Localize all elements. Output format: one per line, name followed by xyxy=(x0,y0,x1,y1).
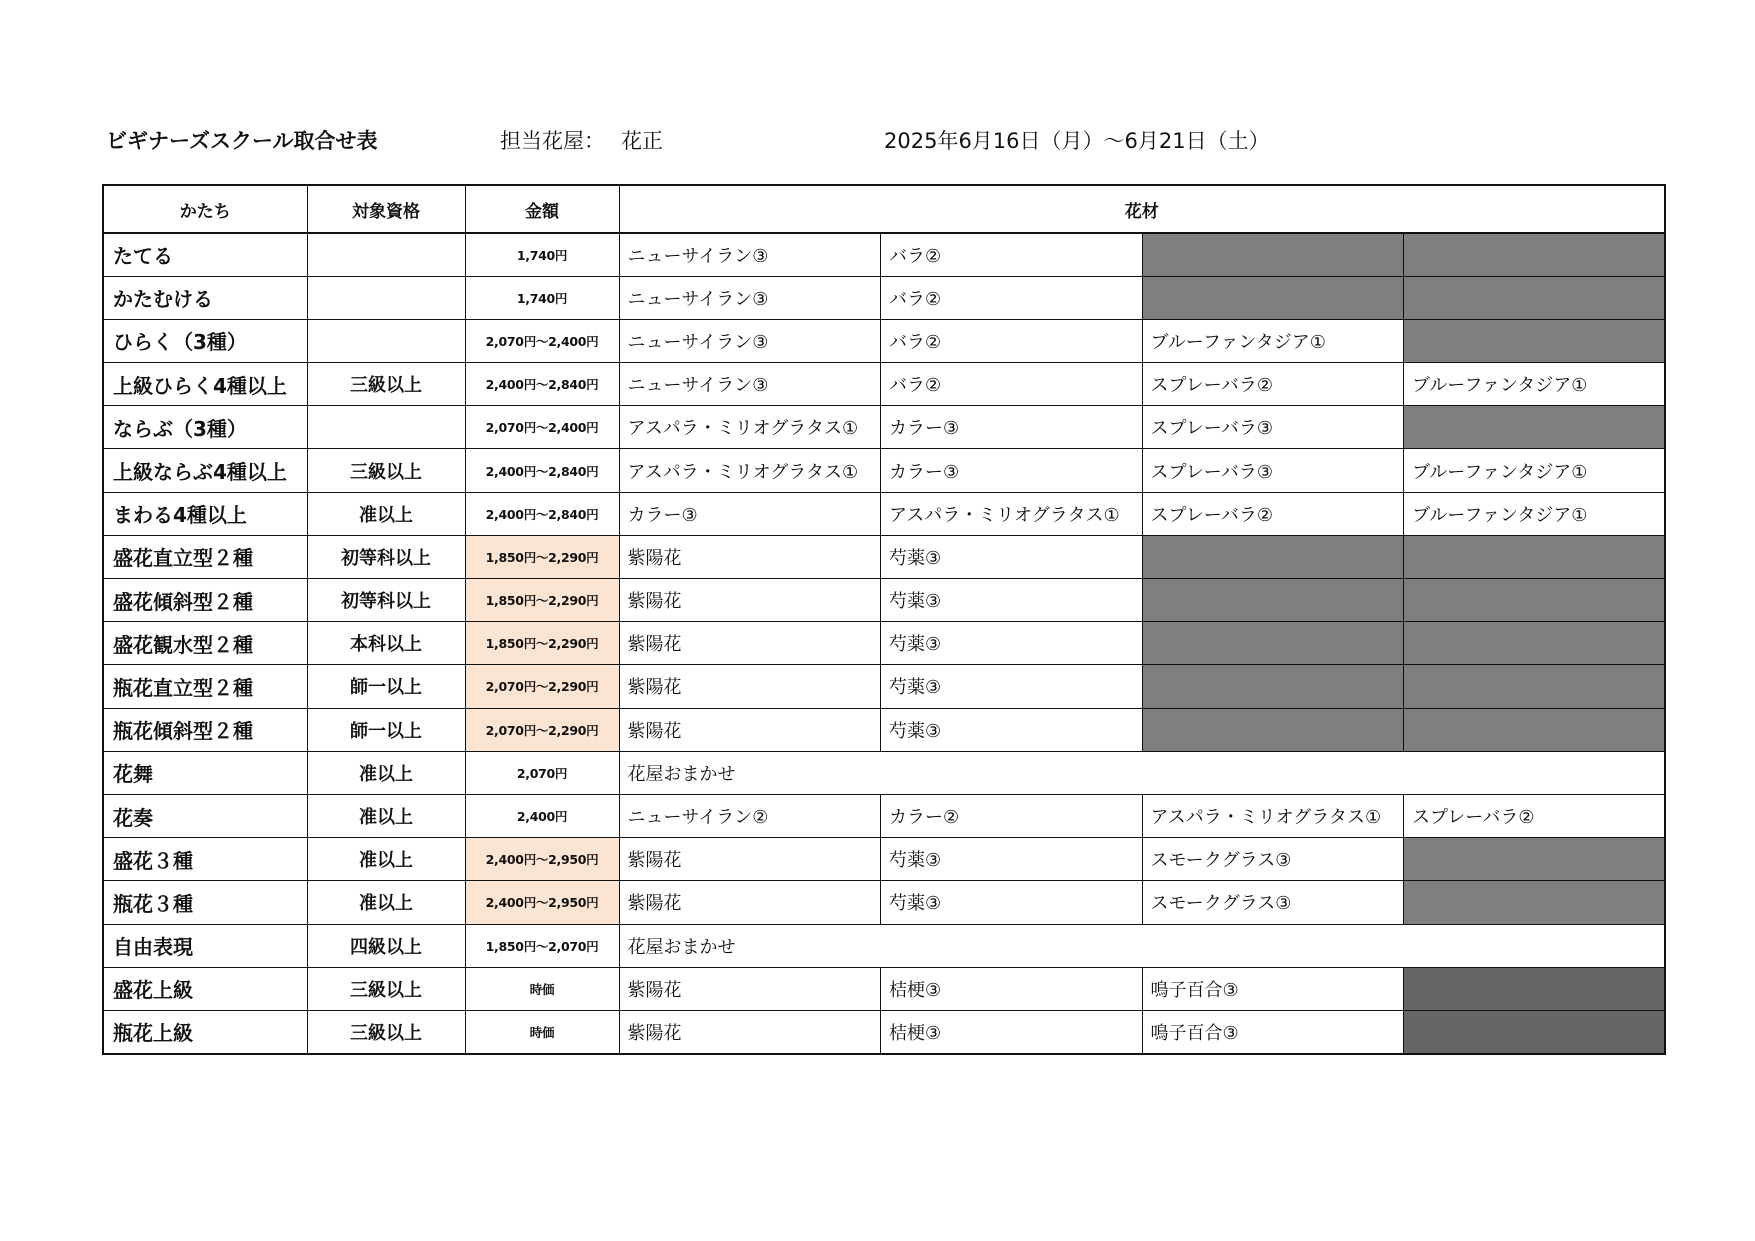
qualification-cell: 准以上 xyxy=(307,794,465,837)
price-cell: 1,850円〜2,070円 xyxy=(465,924,619,967)
flower-cell: アスパラ・ミリオグラタス① xyxy=(881,492,1143,535)
qualification-cell xyxy=(307,319,465,362)
flower-cell: ブルーファンタジア① xyxy=(1404,363,1666,406)
flower-cell: スプレーバラ② xyxy=(1142,363,1404,406)
price-cell: 2,400円〜2,840円 xyxy=(465,492,619,535)
flower-cell: スプレーバラ② xyxy=(1404,794,1666,837)
column-header-qualification: 対象資格 xyxy=(307,185,465,233)
flower-cell: 芍薬③ xyxy=(881,708,1143,751)
qualification-cell: 初等科以上 xyxy=(307,535,465,578)
flower-cell: バラ② xyxy=(881,276,1143,319)
shop-name: 花正 xyxy=(621,129,663,153)
flower-cell: アスパラ・ミリオグラタス① xyxy=(1142,794,1404,837)
empty-shaded-cell xyxy=(1142,579,1404,622)
shape-cell: たてる xyxy=(103,233,307,276)
flower-cell: 紫陽花 xyxy=(619,579,881,622)
empty-shaded-cell xyxy=(1404,967,1666,1010)
flower-cell: ブルーファンタジア① xyxy=(1404,492,1666,535)
qualification-cell: 准以上 xyxy=(307,838,465,881)
column-header-flowers: 花材 xyxy=(619,185,1665,233)
shape-cell: 瓶花３種 xyxy=(103,881,307,924)
shape-cell: まわる4種以上 xyxy=(103,492,307,535)
flower-cell: スモークグラス③ xyxy=(1142,881,1404,924)
qualification-cell: 三級以上 xyxy=(307,967,465,1010)
qualification-cell: 三級以上 xyxy=(307,1010,465,1053)
flower-cell: 芍薬③ xyxy=(881,838,1143,881)
flower-cell: 芍薬③ xyxy=(881,622,1143,665)
price-cell: 2,070円〜2,290円 xyxy=(465,708,619,751)
flower-cell: 花屋おまかせ xyxy=(619,924,1665,967)
document-title: ビギナーズスクール取合せ表 xyxy=(106,129,378,153)
shape-cell: 花奏 xyxy=(103,794,307,837)
table-row xyxy=(103,363,1665,406)
shape-cell: 自由表現 xyxy=(103,924,307,967)
price-cell: 2,070円〜2,400円 xyxy=(465,406,619,449)
flower-cell: 花屋おまかせ xyxy=(619,751,1665,794)
column-header-price: 金額 xyxy=(465,185,619,233)
shape-cell: 上級ひらく4種以上 xyxy=(103,363,307,406)
flower-cell: 紫陽花 xyxy=(619,881,881,924)
flower-cell: スモークグラス③ xyxy=(1142,838,1404,881)
empty-shaded-cell xyxy=(1142,708,1404,751)
qualification-cell: 三級以上 xyxy=(307,363,465,406)
shape-cell: 盛花傾斜型２種 xyxy=(103,579,307,622)
price-cell: 2,400円〜2,950円 xyxy=(465,881,619,924)
flower-cell: スプレーバラ② xyxy=(1142,492,1404,535)
flower-cell: 芍薬③ xyxy=(881,535,1143,578)
flower-cell: 紫陽花 xyxy=(619,1010,881,1053)
flower-cell: 桔梗③ xyxy=(881,1010,1143,1053)
price-cell: 1,850円〜2,290円 xyxy=(465,622,619,665)
price-cell: 2,400円〜2,840円 xyxy=(465,449,619,492)
table-row xyxy=(103,967,1665,1010)
shape-cell: 盛花上級 xyxy=(103,967,307,1010)
flower-cell: アスパラ・ミリオグラタス① xyxy=(619,406,881,449)
empty-shaded-cell xyxy=(1404,319,1666,362)
flower-cell: バラ② xyxy=(881,319,1143,362)
price-cell: 時価 xyxy=(465,1010,619,1053)
empty-shaded-cell xyxy=(1404,535,1666,578)
shape-cell: 盛花３種 xyxy=(103,838,307,881)
date-range: 2025年6月16日（月）〜6月21日（土） xyxy=(884,129,1270,153)
flower-cell: ブルーファンタジア① xyxy=(1142,319,1404,362)
flower-cell: ニューサイラン③ xyxy=(619,319,881,362)
shape-cell: 盛花直立型２種 xyxy=(103,535,307,578)
table-row xyxy=(103,924,1665,967)
price-cell: 1,850円〜2,290円 xyxy=(465,535,619,578)
table-header-row xyxy=(103,185,1665,233)
empty-shaded-cell xyxy=(1142,233,1404,276)
flower-cell: 紫陽花 xyxy=(619,665,881,708)
table-row xyxy=(103,276,1665,319)
empty-shaded-cell xyxy=(1404,579,1666,622)
flower-cell: 鳴子百合③ xyxy=(1142,967,1404,1010)
table-row xyxy=(103,492,1665,535)
empty-shaded-cell xyxy=(1142,276,1404,319)
flower-cell: バラ② xyxy=(881,363,1143,406)
price-cell: 時価 xyxy=(465,967,619,1010)
table-row xyxy=(103,665,1665,708)
qualification-cell: 本科以上 xyxy=(307,622,465,665)
flower-cell: 紫陽花 xyxy=(619,967,881,1010)
empty-shaded-cell xyxy=(1404,708,1666,751)
flower-cell: ニューサイラン② xyxy=(619,794,881,837)
flower-cell: カラー③ xyxy=(619,492,881,535)
flower-cell: 芍薬③ xyxy=(881,579,1143,622)
table-row xyxy=(103,579,1665,622)
table-row xyxy=(103,449,1665,492)
flower-cell: ニューサイラン③ xyxy=(619,276,881,319)
table-body xyxy=(103,233,1665,1054)
qualification-cell: 師一以上 xyxy=(307,665,465,708)
empty-shaded-cell xyxy=(1404,622,1666,665)
shop-label: 担当花屋： xyxy=(500,129,605,153)
flower-cell: アスパラ・ミリオグラタス① xyxy=(619,449,881,492)
shape-cell: かたむける xyxy=(103,276,307,319)
price-cell: 1,740円 xyxy=(465,276,619,319)
shape-cell: ひらく（3種） xyxy=(103,319,307,362)
empty-shaded-cell xyxy=(1404,838,1666,881)
price-cell: 2,400円〜2,840円 xyxy=(465,363,619,406)
empty-shaded-cell xyxy=(1404,406,1666,449)
flower-cell: カラー③ xyxy=(881,406,1143,449)
qualification-cell: 准以上 xyxy=(307,492,465,535)
table-row xyxy=(103,794,1665,837)
price-cell: 2,070円〜2,290円 xyxy=(465,665,619,708)
qualification-cell xyxy=(307,406,465,449)
document-header xyxy=(0,124,1755,158)
qualification-cell: 准以上 xyxy=(307,751,465,794)
flower-cell: 紫陽花 xyxy=(619,838,881,881)
flower-cell: 紫陽花 xyxy=(619,708,881,751)
flower-cell: ニューサイラン③ xyxy=(619,363,881,406)
flower-cell: ニューサイラン③ xyxy=(619,233,881,276)
table-row xyxy=(103,406,1665,449)
flower-cell: 紫陽花 xyxy=(619,622,881,665)
empty-shaded-cell xyxy=(1404,881,1666,924)
empty-shaded-cell xyxy=(1404,276,1666,319)
flower-cell: 桔梗③ xyxy=(881,967,1143,1010)
shape-cell: 上級ならぶ4種以上 xyxy=(103,449,307,492)
empty-shaded-cell xyxy=(1404,1010,1666,1053)
qualification-cell: 三級以上 xyxy=(307,449,465,492)
shape-cell: 瓶花傾斜型２種 xyxy=(103,708,307,751)
table-row xyxy=(103,535,1665,578)
table-row xyxy=(103,233,1665,276)
price-cell: 2,070円〜2,400円 xyxy=(465,319,619,362)
empty-shaded-cell xyxy=(1404,665,1666,708)
flower-cell: スプレーバラ③ xyxy=(1142,449,1404,492)
qualification-cell: 師一以上 xyxy=(307,708,465,751)
shape-cell: 花舞 xyxy=(103,751,307,794)
price-cell: 1,740円 xyxy=(465,233,619,276)
table-row xyxy=(103,708,1665,751)
flower-cell: 鳴子百合③ xyxy=(1142,1010,1404,1053)
empty-shaded-cell xyxy=(1404,233,1666,276)
arrangement-table xyxy=(102,184,1666,1055)
table-row xyxy=(103,881,1665,924)
column-header-shape: かたち xyxy=(103,185,307,233)
empty-shaded-cell xyxy=(1142,665,1404,708)
table-row xyxy=(103,319,1665,362)
shape-cell: ならぶ（3種） xyxy=(103,406,307,449)
qualification-cell xyxy=(307,233,465,276)
qualification-cell: 四級以上 xyxy=(307,924,465,967)
qualification-cell: 准以上 xyxy=(307,881,465,924)
empty-shaded-cell xyxy=(1142,535,1404,578)
qualification-cell xyxy=(307,276,465,319)
flower-cell: 紫陽花 xyxy=(619,535,881,578)
price-cell: 2,070円 xyxy=(465,751,619,794)
flower-cell: ブルーファンタジア① xyxy=(1404,449,1666,492)
price-cell: 2,400円〜2,950円 xyxy=(465,838,619,881)
flower-cell: 芍薬③ xyxy=(881,881,1143,924)
table-row xyxy=(103,751,1665,794)
table-row xyxy=(103,1010,1665,1053)
price-cell: 2,400円 xyxy=(465,794,619,837)
empty-shaded-cell xyxy=(1142,622,1404,665)
flower-cell: バラ② xyxy=(881,233,1143,276)
shape-cell: 瓶花上級 xyxy=(103,1010,307,1053)
table-row xyxy=(103,622,1665,665)
flower-cell: 芍薬③ xyxy=(881,665,1143,708)
flower-cell: カラー② xyxy=(881,794,1143,837)
shape-cell: 瓶花直立型２種 xyxy=(103,665,307,708)
shape-cell: 盛花観水型２種 xyxy=(103,622,307,665)
flower-cell: カラー③ xyxy=(881,449,1143,492)
price-cell: 1,850円〜2,290円 xyxy=(465,579,619,622)
flower-cell: スプレーバラ③ xyxy=(1142,406,1404,449)
qualification-cell: 初等科以上 xyxy=(307,579,465,622)
table-row xyxy=(103,838,1665,881)
